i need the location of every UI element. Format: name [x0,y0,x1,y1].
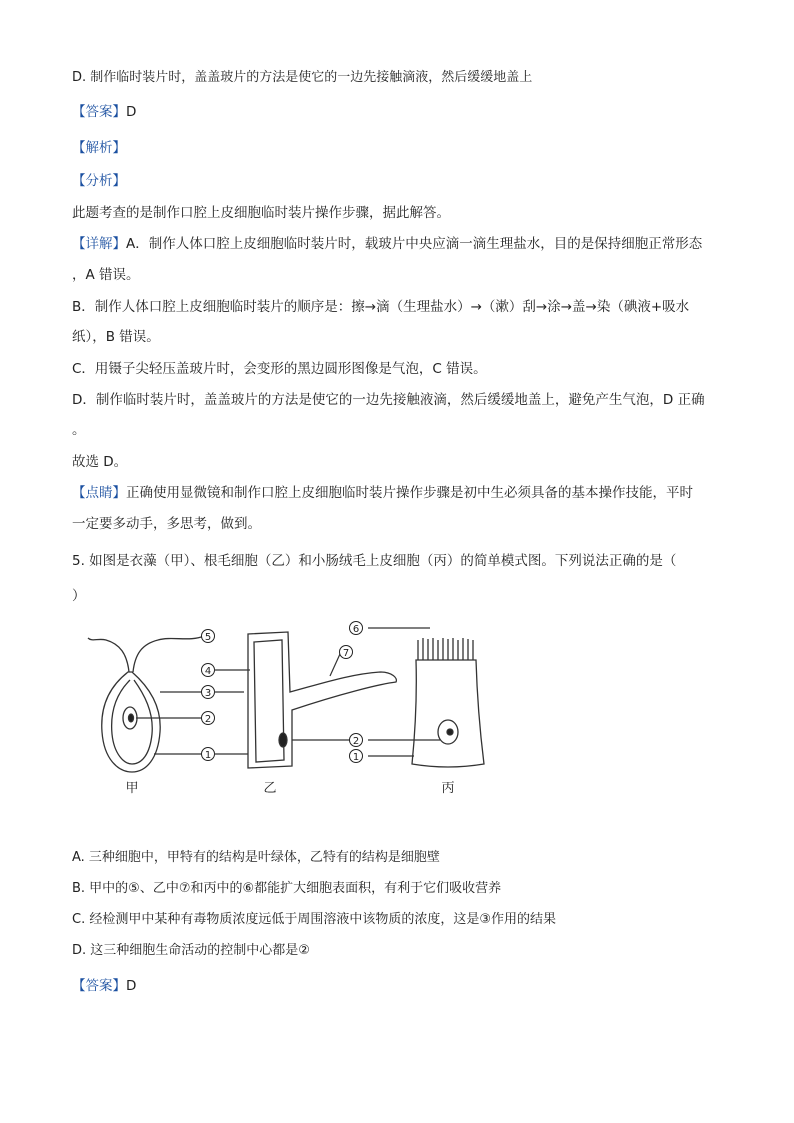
detail-c-line: C．用镊子尖轻压盖玻片时，会变形的黑边圆形图像是气泡，C 错误。 [72,361,487,377]
dianjing-line2: 一定要多动手，多思考，做到。 [72,516,261,532]
jia-labels [202,630,215,762]
caption-bing: 丙 [441,781,455,796]
detail-d-line2: 。 [72,422,86,438]
yi-nucleus [279,733,287,747]
jia-nucleolus [129,714,134,722]
bing-cell-outline [412,660,484,767]
question-5-line1: 5. 如图是衣藻（甲）、根毛细胞（乙）和小肠绒毛上皮细胞（丙）的简单模式图。下列说法正确的是（ [72,553,677,569]
label-2b: 2 [352,736,360,747]
yi-cell-wall [248,632,396,768]
label-7: 7 [342,648,350,659]
option-c: C. 经检测甲中某种有毒物质浓度远低于周围溶液中该物质的浓度，这是③作用的结果 [72,912,556,927]
option-b: B. 甲中的⑤、乙中⑦和丙中的⑥都能扩大细胞表面积，有利于它们吸收营养 [72,881,502,896]
yi-leader-7 [330,654,340,676]
choose-line: 故选 D。 [72,454,128,470]
bing-nucleolus [447,729,453,735]
detail-a-text: A．制作人体口腔上皮细胞临时装片时，载玻片中央应滴一滴生理盐水，目的是保持细胞正常形态 [126,236,703,252]
answer2-value: D [126,978,137,994]
detail-b-line1: B．制作人体口腔上皮细胞临时装片的顺序是：擦→滴（生理盐水）→（漱）刮→涂→盖→染（碘液+吸水 [72,299,690,315]
dianjing-text: 正确使用显微镜和制作口腔上皮细胞临时装片操作步骤是初中生必须具备的基本操作技能，平时 [126,485,693,501]
fenxi-text: 此题考查的是制作口腔上皮细胞临时装片操作步骤，据此解答。 [72,205,450,221]
detail-b-line2: 纸），B 错误。 [72,329,160,345]
option-a: A. 三种细胞中，甲特有的结构是叶绿体，乙特有的结构是细胞壁 [72,850,440,865]
label-2: 2 [204,714,212,725]
answer-line-2 [72,976,136,996]
label-3: 3 [204,688,212,699]
cell-yi [248,632,396,768]
caption-jia: 甲 [125,781,139,796]
question-5-line2: ） [72,588,86,604]
detail-d-line1: D．制作临时装片时，盖盖玻片的方法是使它的一边先接触液滴，然后缓缓地盖上，避免产生气泡，D 正确 [72,392,705,408]
bing-microvilli [418,638,473,660]
answer-line-1 [72,102,136,122]
dianjing-line1 [72,483,693,503]
caption-yi: 乙 [263,781,277,796]
jia-flagellum-right [133,636,204,672]
fenxi-heading: 【分析】 [72,173,126,189]
detail-a-line2: ，A 错误。 [72,267,140,283]
label-1b: 1 [352,752,360,763]
cell-jia [88,636,204,772]
analysis-heading: 【解析】 [72,140,126,156]
answer-tag: 【答案】 [72,104,126,120]
cell-diagram [80,614,500,804]
answer2-tag: 【答案】 [72,978,126,994]
dianjing-tag: 【点睛】 [72,485,126,501]
label-1: 1 [204,750,212,761]
answer-value: D [126,104,137,120]
jia-flagellum-left [88,638,129,672]
detail-tag: 【详解】 [72,236,126,252]
label-5: 5 [204,632,212,643]
prev-option-d: D. 制作临时装片时，盖盖玻片的方法是使它的一边先接触滴液，然后缓缓地盖上 [72,70,533,85]
detail-a-line1 [72,234,702,254]
option-d: D. 这三种细胞生命活动的控制中心都是② [72,943,310,958]
label-4: 4 [204,666,212,677]
label-6: 6 [352,624,360,635]
cell-bing [412,638,484,767]
